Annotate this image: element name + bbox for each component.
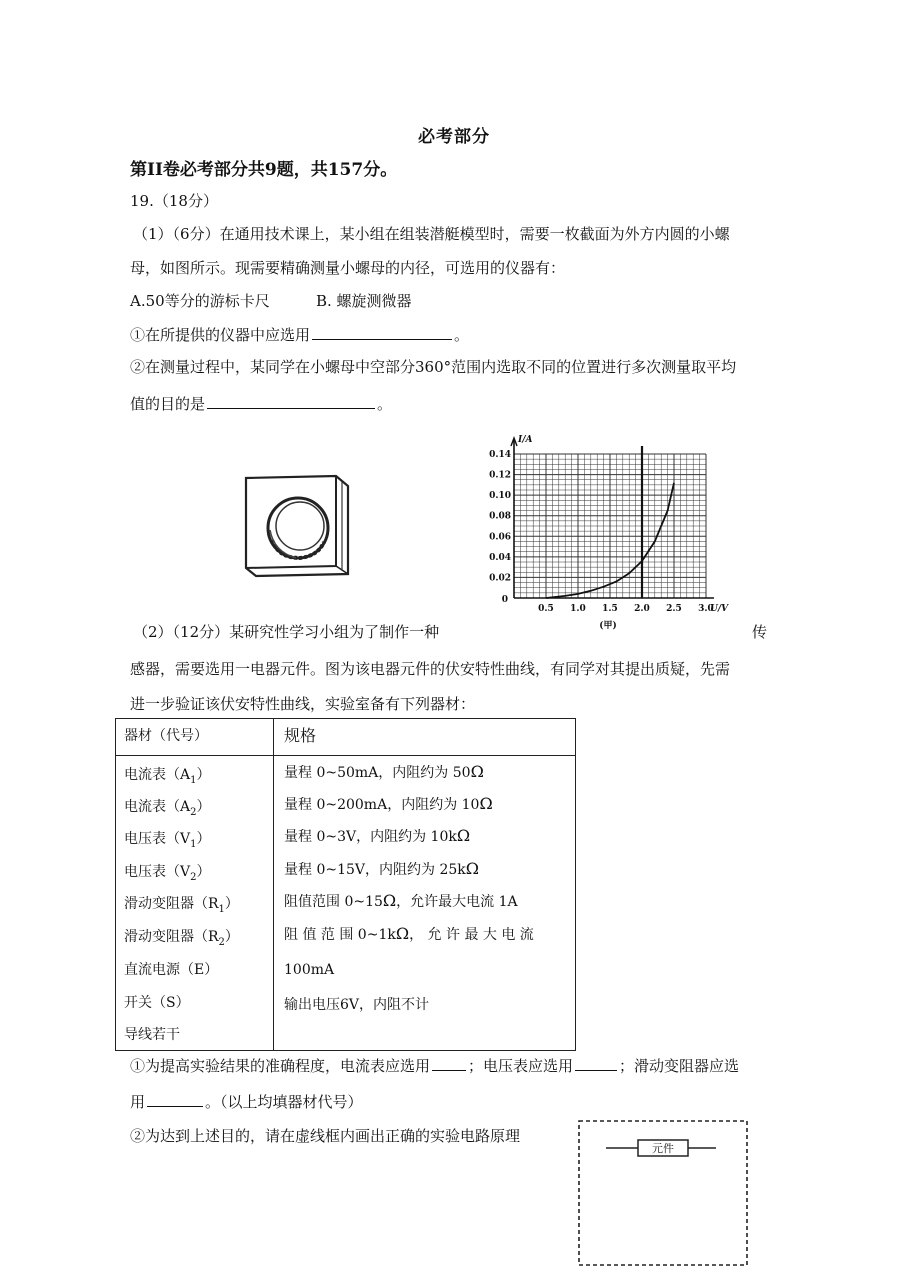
spec-text: 量程 0~15V，内阻约为 25k [284,862,466,878]
q2-line: ②为达到上述目的，请在虚线框内画出正确的实验电路原理 [130,1127,521,1145]
q1-line1 [130,1055,739,1076]
equipment-tail: ） [224,929,239,945]
equipment-subscript: 1 [190,838,197,850]
spec-item [284,859,479,879]
ohm-symbol: Ω [382,891,397,910]
q1-mid1: ；电压表应选用 [468,1057,574,1075]
spec-item [284,762,484,782]
answer-blank[interactable] [575,1069,617,1071]
spec-item [284,794,493,814]
equipment-name: 开关（S） [124,995,190,1011]
equipment-tail: ） [196,799,211,815]
equipment-item [124,959,218,979]
spec-item [284,924,534,944]
subq2-line2 [130,393,392,414]
spec-text: 量程 0~50mA，内阻约为 50 [284,765,471,781]
nut-figure [238,470,360,580]
equipment-item [124,926,239,948]
equipment-item [124,764,211,786]
spec-text: 量程 0~3V，内阻约为 10k [284,829,457,845]
equipment-tail: ） [224,896,239,912]
q1-line2-b: 。（以上均填器材代号） [205,1093,363,1111]
q1-text: ①为提高实验结果的准确程度，电流表应选用 [130,1057,431,1075]
x-axis-label: U/V [710,604,729,614]
equipment-item [124,796,211,818]
equipment-name: 滑动变阻器（R [124,896,219,912]
ohm-symbol: Ω [395,924,410,943]
x-tick-label: 3.0 [698,604,714,614]
spec-tail: ，允许最大电流 1A [396,894,518,910]
spec-item [284,826,470,846]
spec-item [284,994,429,1014]
equipment-subscript: 2 [190,871,197,883]
answer-blank[interactable] [312,338,452,340]
part-title: 第II卷必考部分共9题，共157分。 [130,160,398,180]
equipment-name: 电流表（A [124,799,191,815]
equipment-item [124,828,211,850]
spec-list [274,756,576,1051]
y-tick-label: 0.04 [489,552,511,563]
subq1-text: ①在所提供的仪器中应选用 [130,326,311,344]
y-tick-label: 0.12 [489,470,511,481]
equipment-subscript: 2 [218,936,225,948]
equipment-tail: ） [196,831,211,847]
spec-text: 量程 0~200mA，内阻约为 10 [284,797,480,813]
y-tick-label: 0.06 [489,532,511,543]
equipment-name: 直流电源（E） [124,962,219,978]
y-tick-label: 0.02 [489,573,511,584]
equipment-list [116,756,274,1051]
x-tick-label: 2.0 [634,604,650,614]
y-tick-label: 0.14 [489,450,511,460]
x-tick-label: 0.5 [538,604,554,614]
section-title: 必考部分 [418,127,490,147]
ohm-symbol: Ω [465,859,480,878]
q1-line2 [130,1091,363,1112]
equipment-item [124,861,211,883]
x-tick-label: 1.0 [570,604,586,614]
x-tick-label: 1.5 [602,604,618,614]
chart-grid [514,454,706,598]
equipment-subscript: 1 [218,903,225,915]
subq1-end: 。 [454,326,470,344]
answer-blank[interactable] [147,1105,203,1107]
question-number: 19.（18分） [130,192,218,210]
answer-blank[interactable] [432,1069,466,1071]
spec-text: 100mA [284,962,335,978]
y-tick-label: 0.10 [489,491,511,502]
spec-item [284,962,334,978]
equipment-item [124,992,190,1012]
equipment-table [115,718,576,1051]
ohm-symbol: Ω [470,762,484,781]
table-header-spec: 规格 [274,719,576,756]
x-tick-label: 2.5 [666,604,682,614]
ohm-symbol: Ω [456,826,471,845]
equipment-item [124,1024,180,1044]
y-tick-label: 0.08 [489,511,511,522]
equipment-name: 电压表（V [124,864,191,880]
origin-label: 0 [501,595,508,605]
subq1 [130,324,469,345]
spec-item [284,891,518,911]
chart-caption: (甲) [599,621,617,631]
equipment-item [124,893,239,915]
element-label: 元件 [652,1142,674,1155]
equipment-tail: ） [196,864,211,880]
spec-text: 阻 值 范 围 0~1k [284,927,396,943]
ohm-symbol: Ω [479,794,493,813]
spec-text: 阻值范围 0~15 [284,894,383,910]
part2-line1a: （2）（12分）某研究性学习小组为了制作一种 [133,623,440,641]
equipment-name: 导线若干 [124,1027,180,1043]
part2-line2: 感器，需要选用一电器元件。图为该电器元件的伏安特性曲线，有同学对其提出质疑，先需 [130,660,731,678]
equipment-subscript: 1 [190,774,197,786]
subq2-text: 值的目的是 [130,395,206,413]
part1-line2: 母，如图所示。现需要精确测量小螺母的内径，可选用的仪器有： [130,259,566,277]
spec-tail: ， 允 许 最 大 电 流 [409,927,534,943]
y-axis-label: I/A [518,435,533,445]
iv-chart [482,428,729,633]
answer-blank[interactable] [207,407,375,409]
subq2-end: 。 [377,395,393,413]
part1-line1: （1）（6分）在通用技术课上，某小组在组装潜艇模型时，需要一枚截面为外方内圆的小螺 [133,225,730,243]
table-header-equipment: 器材（代号） [116,719,274,756]
q1-line2-a: 用 [130,1093,146,1111]
equipment-subscript: 2 [190,806,197,818]
option-a: A.50等分的游标卡尺 [130,292,270,310]
circuit-box[interactable] [576,1118,752,1268]
option-b: B. 螺旋测微器 [316,292,412,310]
part2-line3: 进一步验证该伏安特性曲线，实验室备有下列器材： [130,695,476,713]
part2-line1b: 传 [752,623,768,641]
equipment-name: 电压表（V [124,831,191,847]
equipment-tail: ） [196,767,211,783]
equipment-name: 滑动变阻器（R [124,929,219,945]
subq2-line1: ②在测量过程中，某同学在小螺母中空部分360°范围内选取不同的位置进行多次测量取平均 [130,358,737,376]
q1-mid2: ；滑动变阻器应选 [619,1057,740,1075]
equipment-name: 电流表（A [124,767,191,783]
spec-text: 输出电压6V，内阻不计 [284,997,430,1013]
